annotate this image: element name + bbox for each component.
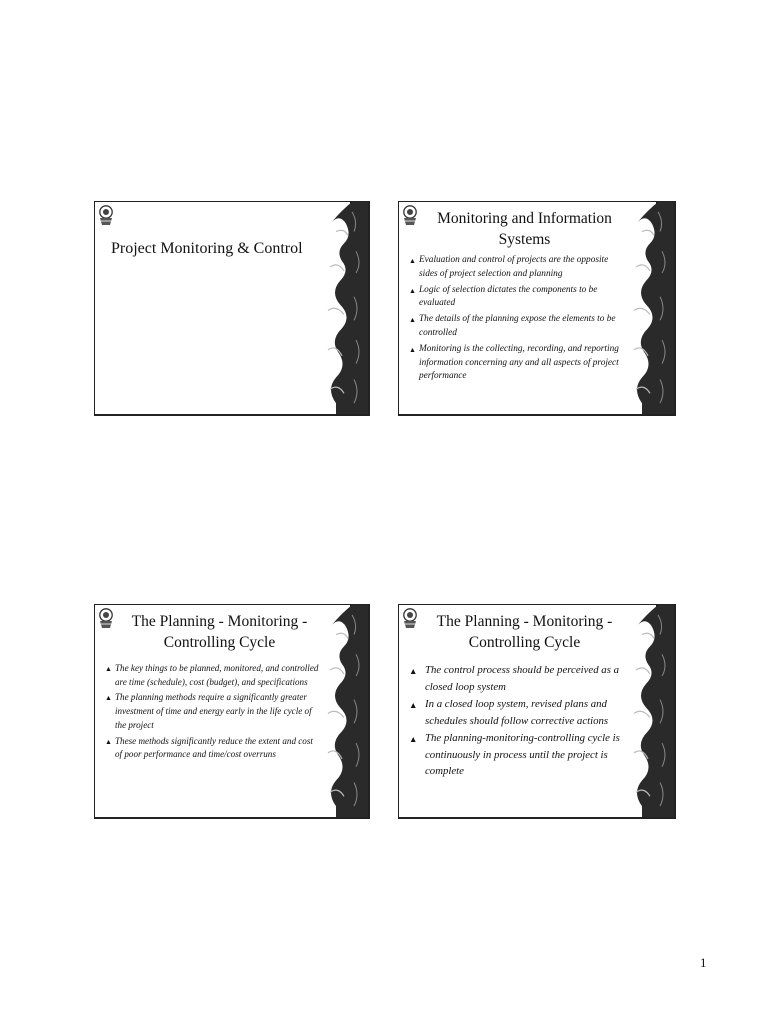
list-item: ▲ The planning-monitoring-controlling cycle is continuously in process until the project is complete (409, 732, 620, 777)
slide-1 (94, 201, 370, 416)
university-emblem-icon (402, 608, 418, 629)
slide-3 (94, 604, 370, 819)
list-item: ▲ The details of the planning expose the elements to be controlled (409, 314, 616, 338)
list-item: ▲ In a closed loop system, revised plans and schedules should follow corrective actions (409, 698, 609, 727)
bullet-list (409, 662, 628, 781)
list-item: ▲ The planning methods require a significantly greater investment of time and energy early in the life cycle of the project (105, 692, 312, 730)
page-number: 1 (700, 955, 707, 970)
university-emblem-icon (98, 608, 114, 629)
bullet-icon: ▲ (409, 316, 416, 325)
bullet-list (105, 662, 322, 764)
list-item: ▲ The key things to be planned, monitored, and controlled are time (schedule), cost (budget), and specifications (105, 663, 319, 687)
wave-border-icon (628, 202, 674, 414)
bullet-icon: ▲ (105, 694, 112, 703)
slide-2 (398, 201, 676, 416)
list-item: ▲ These methods significantly reduce the extent and cost of poor performance and time/cost overruns (105, 735, 313, 760)
bullet-icon: ▲ (409, 257, 416, 265)
bullet-icon: ▲ (409, 286, 416, 295)
slide-title: Project Monitoring & Control (111, 240, 303, 257)
university-emblem-icon (98, 205, 114, 226)
wave-border-icon (322, 605, 368, 817)
slide-4 (398, 604, 676, 819)
slide-title: The Planning - Monitoring - Controlling Cycle (131, 613, 308, 651)
bullet-icon: ▲ (409, 700, 418, 710)
bullet-icon: ▲ (105, 665, 112, 673)
bullet-icon: ▲ (409, 345, 416, 354)
slide-title: Monitoring and Information Systems (437, 210, 612, 248)
bullet-icon: ▲ (409, 666, 418, 676)
bullet-icon: ▲ (409, 734, 418, 744)
slide-title: The Planning - Monitoring - Controlling Cycle (436, 613, 613, 651)
university-emblem-icon (402, 205, 418, 226)
wave-border-icon (628, 605, 674, 817)
list-item: ▲ Logic of selection dictates the components to be evaluated (409, 284, 598, 309)
bullet-list (409, 254, 628, 386)
bullet-icon: ▲ (105, 737, 112, 746)
list-item: ▲ The control process should be perceived as a closed loop system (409, 664, 620, 693)
list-item: ▲ Evaluation and control of projects are the opposite sides of project selection and planning (409, 255, 609, 279)
list-item: ▲ Monitoring is the collecting, recording, and reporting information concerning any and all aspects of project performance (409, 343, 619, 382)
wave-border-icon (322, 202, 368, 414)
